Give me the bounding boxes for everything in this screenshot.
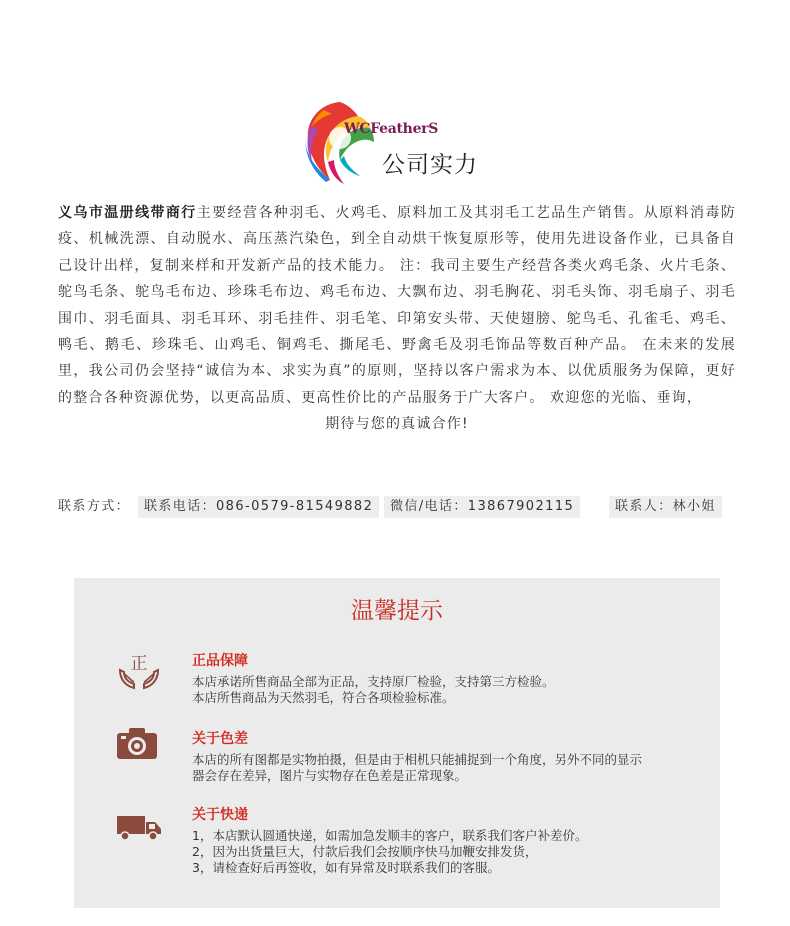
- feather-logo-icon: [300, 96, 380, 188]
- genuine-hands-icon: [116, 650, 162, 692]
- intro-closing: 期待与您的真诚合作!: [325, 416, 469, 433]
- shipping-line-2: 2，因为出货量巨大，付款后我们会按顺序快马加鞭安排发货，: [192, 844, 538, 859]
- company-intro: [58, 200, 736, 438]
- section-title: 公司实力: [382, 152, 478, 178]
- color-heading: 关于色差: [192, 731, 248, 747]
- contact-label: 联系方式：: [58, 499, 131, 514]
- shipping-heading: 关于快递: [192, 807, 248, 823]
- contact-person: 联系人：林小姐: [609, 496, 722, 518]
- truck-icon: [116, 814, 162, 842]
- brand-name: WCFeatherS: [344, 121, 439, 137]
- notice-title: 温馨提示: [351, 598, 443, 624]
- logo-block: [300, 96, 500, 188]
- genuine-heading: 正品保障: [192, 653, 248, 669]
- shipping-line-3: 3，请检查好后再签收，如有异常及时联系我们的客服。: [192, 860, 500, 875]
- notice-panel: [74, 578, 720, 908]
- color-line-1: 本店的所有图都是实物拍摄，但是由于相机只能捕捉到一个角度，另外不同的显示: [192, 752, 643, 767]
- color-line-2: 器会存在差异，图片与实物存在色差是正常现象。: [192, 768, 468, 783]
- camera-icon: [116, 726, 158, 760]
- contact-wechat: 微信/电话：13867902115: [384, 496, 580, 518]
- shipping-line-1: 1，本店默认圆通快递，如需加急发顺丰的客户，联系我们客户补差价。: [192, 828, 588, 843]
- genuine-char: 正: [130, 654, 148, 674]
- company-name: 义乌市温册线带商行: [58, 205, 197, 221]
- genuine-line-1: 本店承诺所售商品全部为正品，支持原厂检验，支持第三方检验。: [192, 674, 555, 689]
- contact-phone: 联系电话：086-0579-81549882: [138, 496, 379, 518]
- intro-body: 主要经营各种羽毛、火鸡毛、原料加工及其羽毛工艺品生产销售。从原料消毒防疫、机械洗漂、自动脱水、高压蒸汽染色，到全自动烘干恢复原形等，使用先进设备作业，已具备自己设计出样，复制来样和开发新产品的技术能力。 注：我司主要生产经营各类火鸡毛条、火片毛条、鸵鸟毛条、鸵鸟毛布边、珍珠毛布边、鸡毛布边、大飘布边、羽毛胸花、羽毛头饰、羽毛扇子、羽毛围巾、羽毛面具、羽毛耳环、羽毛挂件、羽毛笔、印第安头带、天使翅膀、鸵鸟毛、孔雀毛、鸡毛、鸭毛、鹅毛、珍珠毛、山鸡毛、铜鸡毛、撕尾毛、野禽毛及羽毛饰品等数百种产品。 在未来的发展里，我公司仍会坚持“诚信为本、求实为真”的原则，坚持以客户需求为本、以优质服务为保障，更好的整合各种资源优势，以更高品质、更高性价比的产品服务于广大客户。 欢迎您的光临、垂询，: [58, 205, 736, 406]
- genuine-line-2: 本店所售商品为天然羽毛，符合各项检验标准。: [192, 690, 455, 705]
